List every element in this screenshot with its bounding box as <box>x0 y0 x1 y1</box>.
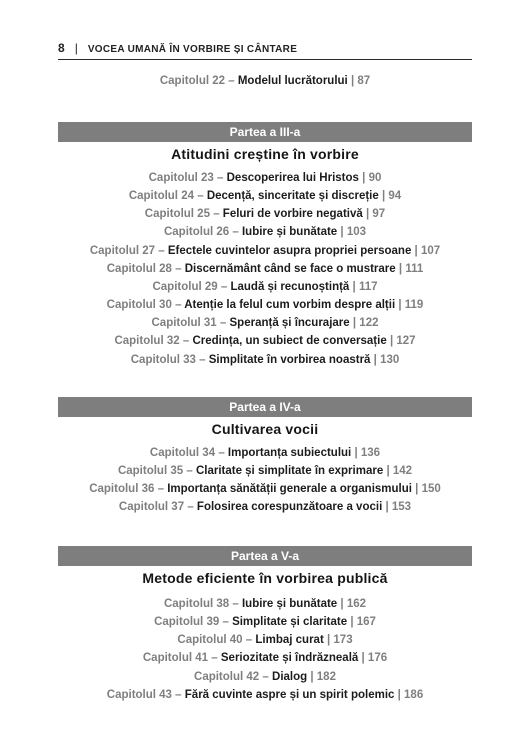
page-number: 119 <box>404 299 424 311</box>
dash: – <box>220 281 228 293</box>
toc-entry <box>0 262 530 276</box>
toc-entry <box>0 482 530 496</box>
dash: – <box>186 465 193 477</box>
dash: – <box>232 598 239 610</box>
chapter-number: Capitolul 30 <box>106 299 172 311</box>
chapter-title: Decență, sinceritate și discreție <box>206 190 379 202</box>
dash: – <box>199 354 206 366</box>
toc-entry <box>0 298 530 312</box>
page-number: 122 <box>359 317 379 329</box>
page-number: 107 <box>420 245 441 257</box>
dash: – <box>218 447 225 459</box>
chapter-title: Atenție la felul cum vorbim despre alții <box>184 299 396 311</box>
separator: | <box>398 263 403 275</box>
dash: – <box>217 172 224 184</box>
dash: – <box>222 616 229 628</box>
separator: | <box>397 689 401 701</box>
toc-entry <box>0 225 530 239</box>
dash: – <box>228 75 235 87</box>
page-number: 130 <box>380 354 400 366</box>
separator: | <box>352 317 357 329</box>
running-title: VOCEA UMANĂ ÎN VORBIRE ȘI CÂNTARE <box>87 44 298 55</box>
separator: | <box>386 465 390 477</box>
page-number: 127 <box>396 335 416 347</box>
chapter-title: Limbaj curat <box>255 634 324 646</box>
page-number: 153 <box>391 501 412 513</box>
dash: – <box>182 335 190 347</box>
chapter-number: Capitolul 38 <box>163 598 230 610</box>
chapter-title: Iubire și bunătate <box>241 226 338 238</box>
chapter-title: Folosirea corespunzătoare a vocii <box>196 501 383 513</box>
dash: – <box>213 208 220 220</box>
toc-entry <box>0 633 530 647</box>
chapter-title: Speranță și încurajare <box>229 317 350 329</box>
chapter-number: Capitolul 28 <box>106 263 172 275</box>
chapter-number: Capitolul 42 <box>194 671 260 683</box>
chapter-title: Importanța sănătății generale a organismului <box>167 483 412 495</box>
chapter-number: Capitolul 29 <box>152 281 218 293</box>
chapter-number: Capitolul 43 <box>106 689 172 701</box>
separator: | <box>340 226 344 238</box>
chapter-number: Capitolul 32 <box>114 335 180 347</box>
toc-entry <box>0 74 530 88</box>
chapter-number: Capitolul 33 <box>130 354 196 366</box>
dash: – <box>232 226 239 238</box>
toc-entry <box>0 500 530 514</box>
chapter-number: Capitolul 36 <box>89 483 155 495</box>
page-number: 176 <box>367 652 388 664</box>
toc-entry <box>0 670 530 684</box>
dash: – <box>197 190 204 202</box>
chapter-title: Credința, un subiect de conversație <box>192 335 387 347</box>
chapter-title: Simplitate și claritate <box>232 616 348 628</box>
separator: | <box>361 652 365 664</box>
header-separator: | <box>74 41 78 55</box>
toc-entry <box>0 334 530 348</box>
page-number: 94 <box>388 190 402 202</box>
chapter-title: Claritate și simplitate în exprimare <box>195 465 384 477</box>
page-number: 142 <box>392 465 413 477</box>
separator: | <box>385 501 389 513</box>
dash: – <box>245 634 253 646</box>
chapter-number: Capitolul 27 <box>89 245 156 257</box>
page-number: 162 <box>346 598 367 610</box>
separator: | <box>354 447 358 459</box>
separator: | <box>398 299 402 311</box>
page-number: 150 <box>421 483 441 495</box>
chapter-title: Importanța subiectului <box>227 447 352 459</box>
separator: | <box>350 616 354 628</box>
chapter-number: Capitolul 39 <box>154 616 220 628</box>
page-number: 87 <box>357 75 371 87</box>
chapter-number: Capitolul 37 <box>118 501 185 513</box>
chapter-number: Capitolul 34 <box>149 447 216 459</box>
dash: – <box>175 689 182 701</box>
page-number: 103 <box>346 226 367 238</box>
toc-entry <box>0 688 530 702</box>
part-title: Cultivarea vocii <box>211 421 319 437</box>
separator: | <box>373 354 377 366</box>
chapter-title: Fără cuvinte aspre și un spirit polemic <box>184 689 395 701</box>
toc-entry <box>0 171 530 185</box>
page-number: 117 <box>358 281 378 293</box>
toc-entry <box>0 207 530 221</box>
dash: – <box>219 317 227 329</box>
toc-entry <box>0 651 530 665</box>
chapter-title: Seriozitate și îndrăzneală <box>220 652 359 664</box>
dash: – <box>158 245 165 257</box>
chapter-title: Descoperirea lui Hristos <box>226 172 359 184</box>
separator: | <box>340 598 344 610</box>
chapter-number: Capitolul 23 <box>148 172 214 184</box>
toc-entry <box>0 244 530 258</box>
chapter-title: Iubire și bunătate <box>241 598 338 610</box>
dash: – <box>175 299 182 311</box>
chapter-number: Capitolul 25 <box>144 208 210 220</box>
dash: – <box>262 671 269 683</box>
separator: | <box>415 483 419 495</box>
separator: | <box>414 245 418 257</box>
page-number: 186 <box>404 689 424 701</box>
toc-entry <box>0 597 530 611</box>
page-number: 90 <box>368 172 382 184</box>
chapter-title: Dialog <box>272 671 308 683</box>
separator: | <box>362 172 366 184</box>
dash: – <box>157 483 164 495</box>
chapter-title: Simplitate în vorbirea noastră <box>208 354 371 366</box>
toc-entry <box>0 446 530 460</box>
chapter-number: Capitolul 35 <box>117 465 184 477</box>
toc-entry <box>0 615 530 629</box>
running-header <box>58 41 297 55</box>
part-label-bar: Partea a V-a <box>58 546 472 566</box>
chapter-number: Capitolul 26 <box>163 226 230 238</box>
separator: | <box>350 75 355 87</box>
separator: | <box>352 281 356 293</box>
dash: – <box>211 652 218 664</box>
page-number: 173 <box>333 634 353 646</box>
chapter-title: Efectele cuvintelor asupra propriei persoane <box>167 245 412 257</box>
toc-entry <box>0 353 530 367</box>
page-number: 97 <box>372 208 386 220</box>
separator: | <box>381 190 386 202</box>
chapter-title: Modelul lucrătorului <box>237 75 348 87</box>
chapter-number: Capitolul 41 <box>142 652 209 664</box>
separator: | <box>389 335 394 347</box>
page-number: 8 <box>58 41 65 55</box>
dash: – <box>175 263 182 275</box>
chapter-number: Capitolul 31 <box>151 317 217 329</box>
page-number: 136 <box>360 447 381 459</box>
chapter-title: Laudă și recunoștință <box>230 281 350 293</box>
toc-entry <box>0 316 530 330</box>
separator: | <box>310 671 314 683</box>
chapter-number: Capitolul 40 <box>177 634 243 646</box>
toc-entry <box>0 280 530 294</box>
part-title: Metode eficiente în vorbirea publică <box>142 570 388 586</box>
separator: | <box>326 634 331 646</box>
part-label-bar: Partea a III-a <box>58 122 472 142</box>
part-title: Atitudini creștine în vorbire <box>171 146 359 162</box>
toc-entry <box>0 189 530 203</box>
part-label-bar: Partea a IV-a <box>58 397 472 417</box>
toc-entry <box>0 464 530 478</box>
separator: | <box>365 208 370 220</box>
page-number: 182 <box>316 671 336 683</box>
chapter-title: Discernământ când se face o mustrare <box>184 263 396 275</box>
chapter-number: Capitolul 24 <box>128 190 194 202</box>
page-number: 167 <box>356 616 376 628</box>
dash: – <box>187 501 194 513</box>
chapter-title: Feluri de vorbire negativă <box>222 208 363 220</box>
chapter-number: Capitolul 22 <box>159 75 226 87</box>
header-rule <box>58 59 472 60</box>
page-number: 111 <box>405 263 424 275</box>
